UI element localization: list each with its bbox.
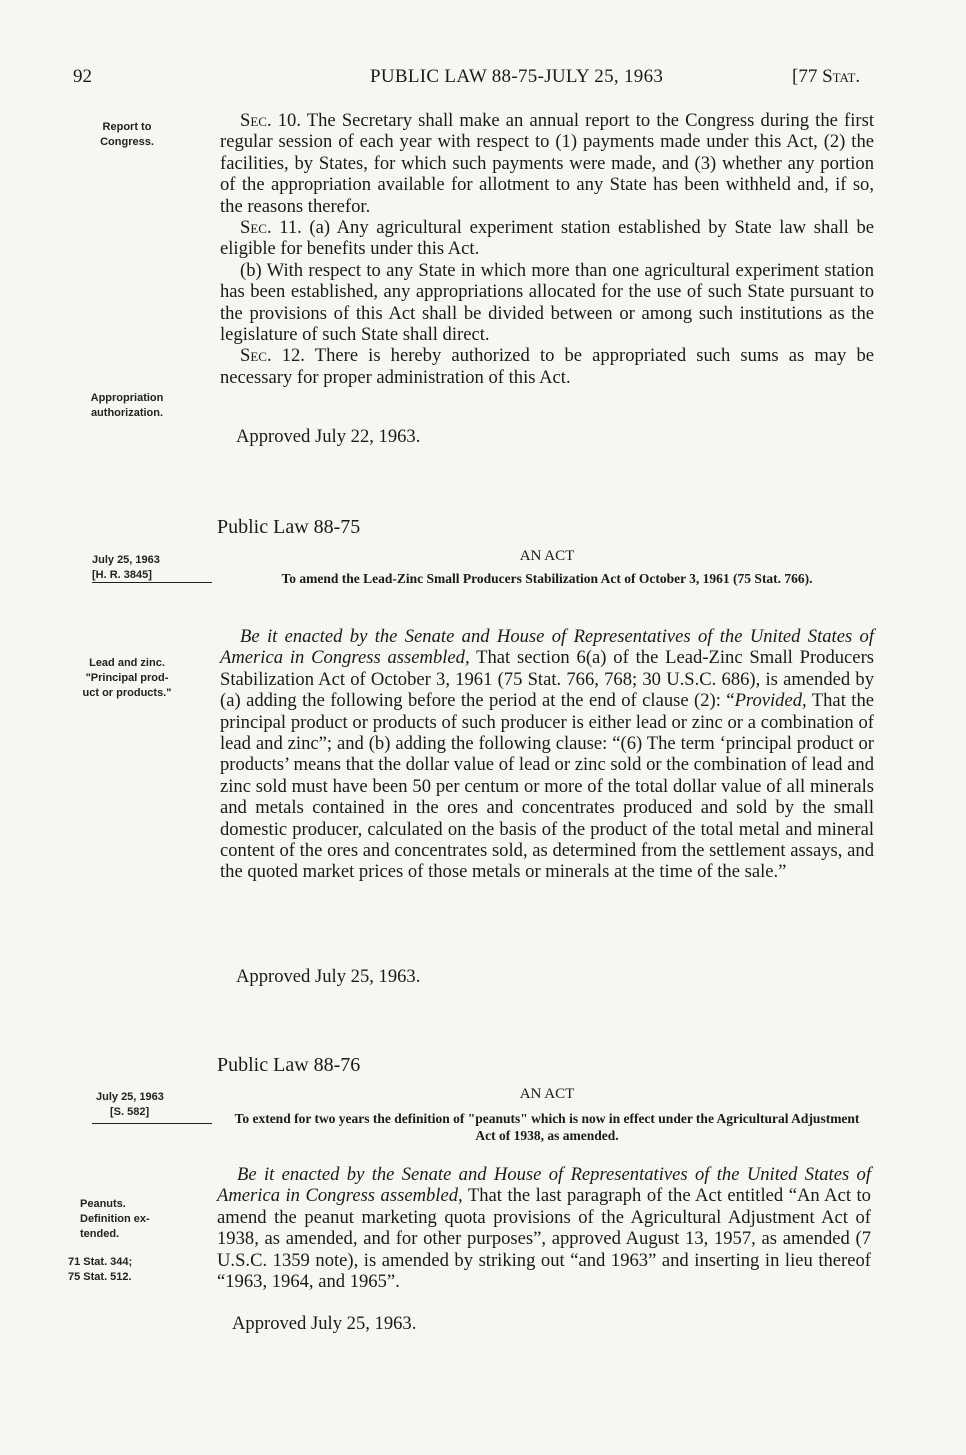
margin-date: July 25, 1963 [H. R. 3845] — [92, 554, 160, 581]
act-body-88-75 — [220, 626, 874, 883]
margin-rule — [92, 1123, 212, 1124]
section-text: (a) Any agricultural experiment station established by State law shall be eligible for benefits under this Act. — [220, 217, 874, 260]
section-label: Sec. 12. — [240, 345, 305, 367]
margin-note-lead-zinc: Lead and zinc. "Principal prod- uct or products." — [82, 657, 172, 699]
section-11-b: (b) With respect to any State in which more than one agricultural experiment station has been established, any appropriations allocated for the use of such State pursuant to the provisions of this Act shall be divided between or among such institutions as the legislature of such State shall direct. — [220, 259, 874, 346]
margin-note-report: Report to Congress. — [100, 121, 154, 148]
volume-citation: [77 Stat. — [792, 66, 861, 87]
page-number: 92 — [73, 66, 92, 87]
public-law-heading: Public Law 88-76 — [217, 1054, 361, 1076]
margin-note-appropriation: Appropriation authorization. — [90, 392, 164, 419]
margin-note-peanuts: Peanuts. Definition ex- tended. — [80, 1198, 150, 1240]
running-title: PUBLIC LAW 88-75-JULY 25, 1963 — [370, 66, 664, 87]
margin-note-citation: 71 Stat. 344; 75 Stat. 512. — [68, 1256, 133, 1283]
proviso: Provided, — [734, 690, 807, 712]
an-act-label: AN ACT — [519, 1086, 575, 1102]
section-label: Sec. 11. — [240, 217, 302, 239]
body-text: That the last paragraph of the Act entitled “An Act to amend the peanut marketing quota provisions of the Agricultural Adjustment Act of 1938, as amended, and for other purposes”, approved August 13, 1957, as amended (7 U.S.C. 1359 note), is amended by striking out “and 1963” and inserting in lieu thereof “1963, 1964, and 1965”. — [217, 1185, 871, 1293]
section-text: The Secretary shall make an annual report to the Congress during the first regular session of each year with respect to (1) payments made under this Act, (2) the facilities, by States, for which such payments were made, and (3) whether any portion of the appropriation available for allotment to any State has been withheld and, if so, the reasons therefor. — [220, 110, 874, 217]
act-body-88-76 — [217, 1164, 871, 1292]
approved-date-2: Approved July 25, 1963. — [236, 966, 421, 987]
enacting-clause: Be it enacted by the Senate and House of Representatives of the United States of America in Congress assembled, — [217, 1164, 871, 1207]
section-label: Sec. 10. — [240, 110, 301, 131]
public-law-heading: Public Law 88-75 — [217, 516, 361, 538]
an-act-label: AN ACT — [519, 548, 575, 564]
approved-date-1: Approved July 22, 1963. — [236, 426, 421, 447]
section-text: There is hereby authorized to be appropriated such sums as may be necessary for proper administration of this Act. — [220, 345, 874, 388]
margin-rule — [92, 582, 212, 583]
body-text: That the principal product or products of such producer is either lead or zinc or a combination of lead and zinc”; and (b) adding the following clause: “(6) The term ‘principal product or products’ means that the dollar value of lead or zinc sold or the combination of lead and zinc sold must have been 50 per centum or more of the total dollar value of all minerals and metals contained in the ores and concentrates produced and sold by the small domestic producer, calculated on the basis of the product of the total metal and mineral content of the ores and concentrates sold, as determined from the settlement assays, and the quoted market prices of those metals or minerals at the time of the sale.” — [220, 690, 874, 883]
enacting-clause: Be it enacted by the Senate and House of Representatives of the United States of America in Congress assembled, — [220, 626, 874, 669]
section-10 — [220, 110, 874, 388]
act-title: To extend for two years the definition of "peanuts" which is now in effect under the Agricultural Adjustment Act of 1938, as amended. — [234, 1111, 860, 1143]
body-text: That section 6(a) of the Lead-Zinc Small Producers Stabilization Act of October 3, 1961 (75 Stat. 766, 768; 30 U.S.C. 686), is amended by (a) adding the following before the period at the end of clause (2): “ — [220, 647, 874, 712]
act-title: To amend the Lead-Zinc Small Producers Stabilization Act of October 3, 1961 (75 Stat. 766). — [281, 571, 813, 586]
margin-date: July 25, 1963 [S. 582] — [96, 1091, 164, 1118]
approved-date-3: Approved July 25, 1963. — [232, 1313, 417, 1334]
